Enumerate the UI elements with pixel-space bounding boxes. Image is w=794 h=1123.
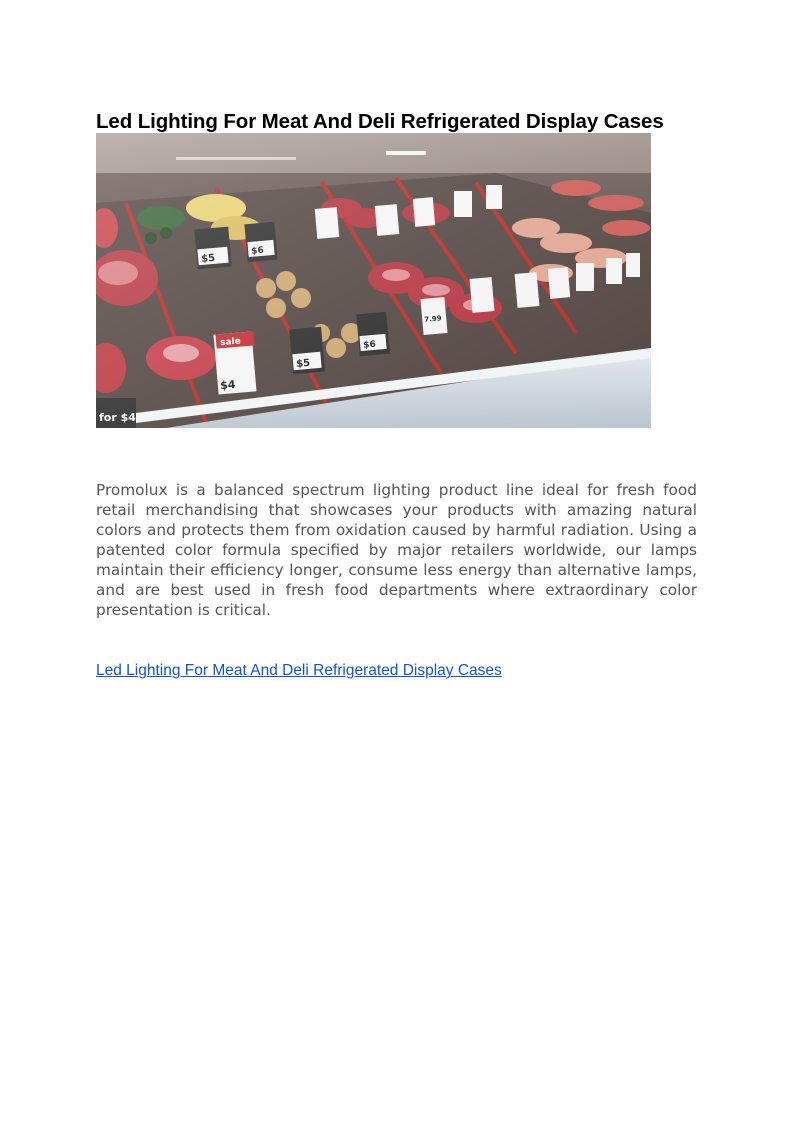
page-title: Led Lighting For Meat And Deli Refrigerated Display Cases — [96, 109, 664, 133]
description-paragraph: Promolux is a balanced spectrum lighting product line ideal for fresh food retail merchandising that showcases your products with amazing natural colors and protects them from oxidation caused by harmful radiation. Using a patented color formula specified by major retailers worldwide, our lamps maintain their efficiency longer, consume less energy than alternative lamps, and are best used in fresh food departments where extraordinary color presentation is critical. — [96, 481, 697, 619]
article-link[interactable]: Led Lighting For Meat And Deli Refrigerated Display Cases — [96, 662, 502, 679]
meat-display-case-photo — [96, 133, 651, 428]
